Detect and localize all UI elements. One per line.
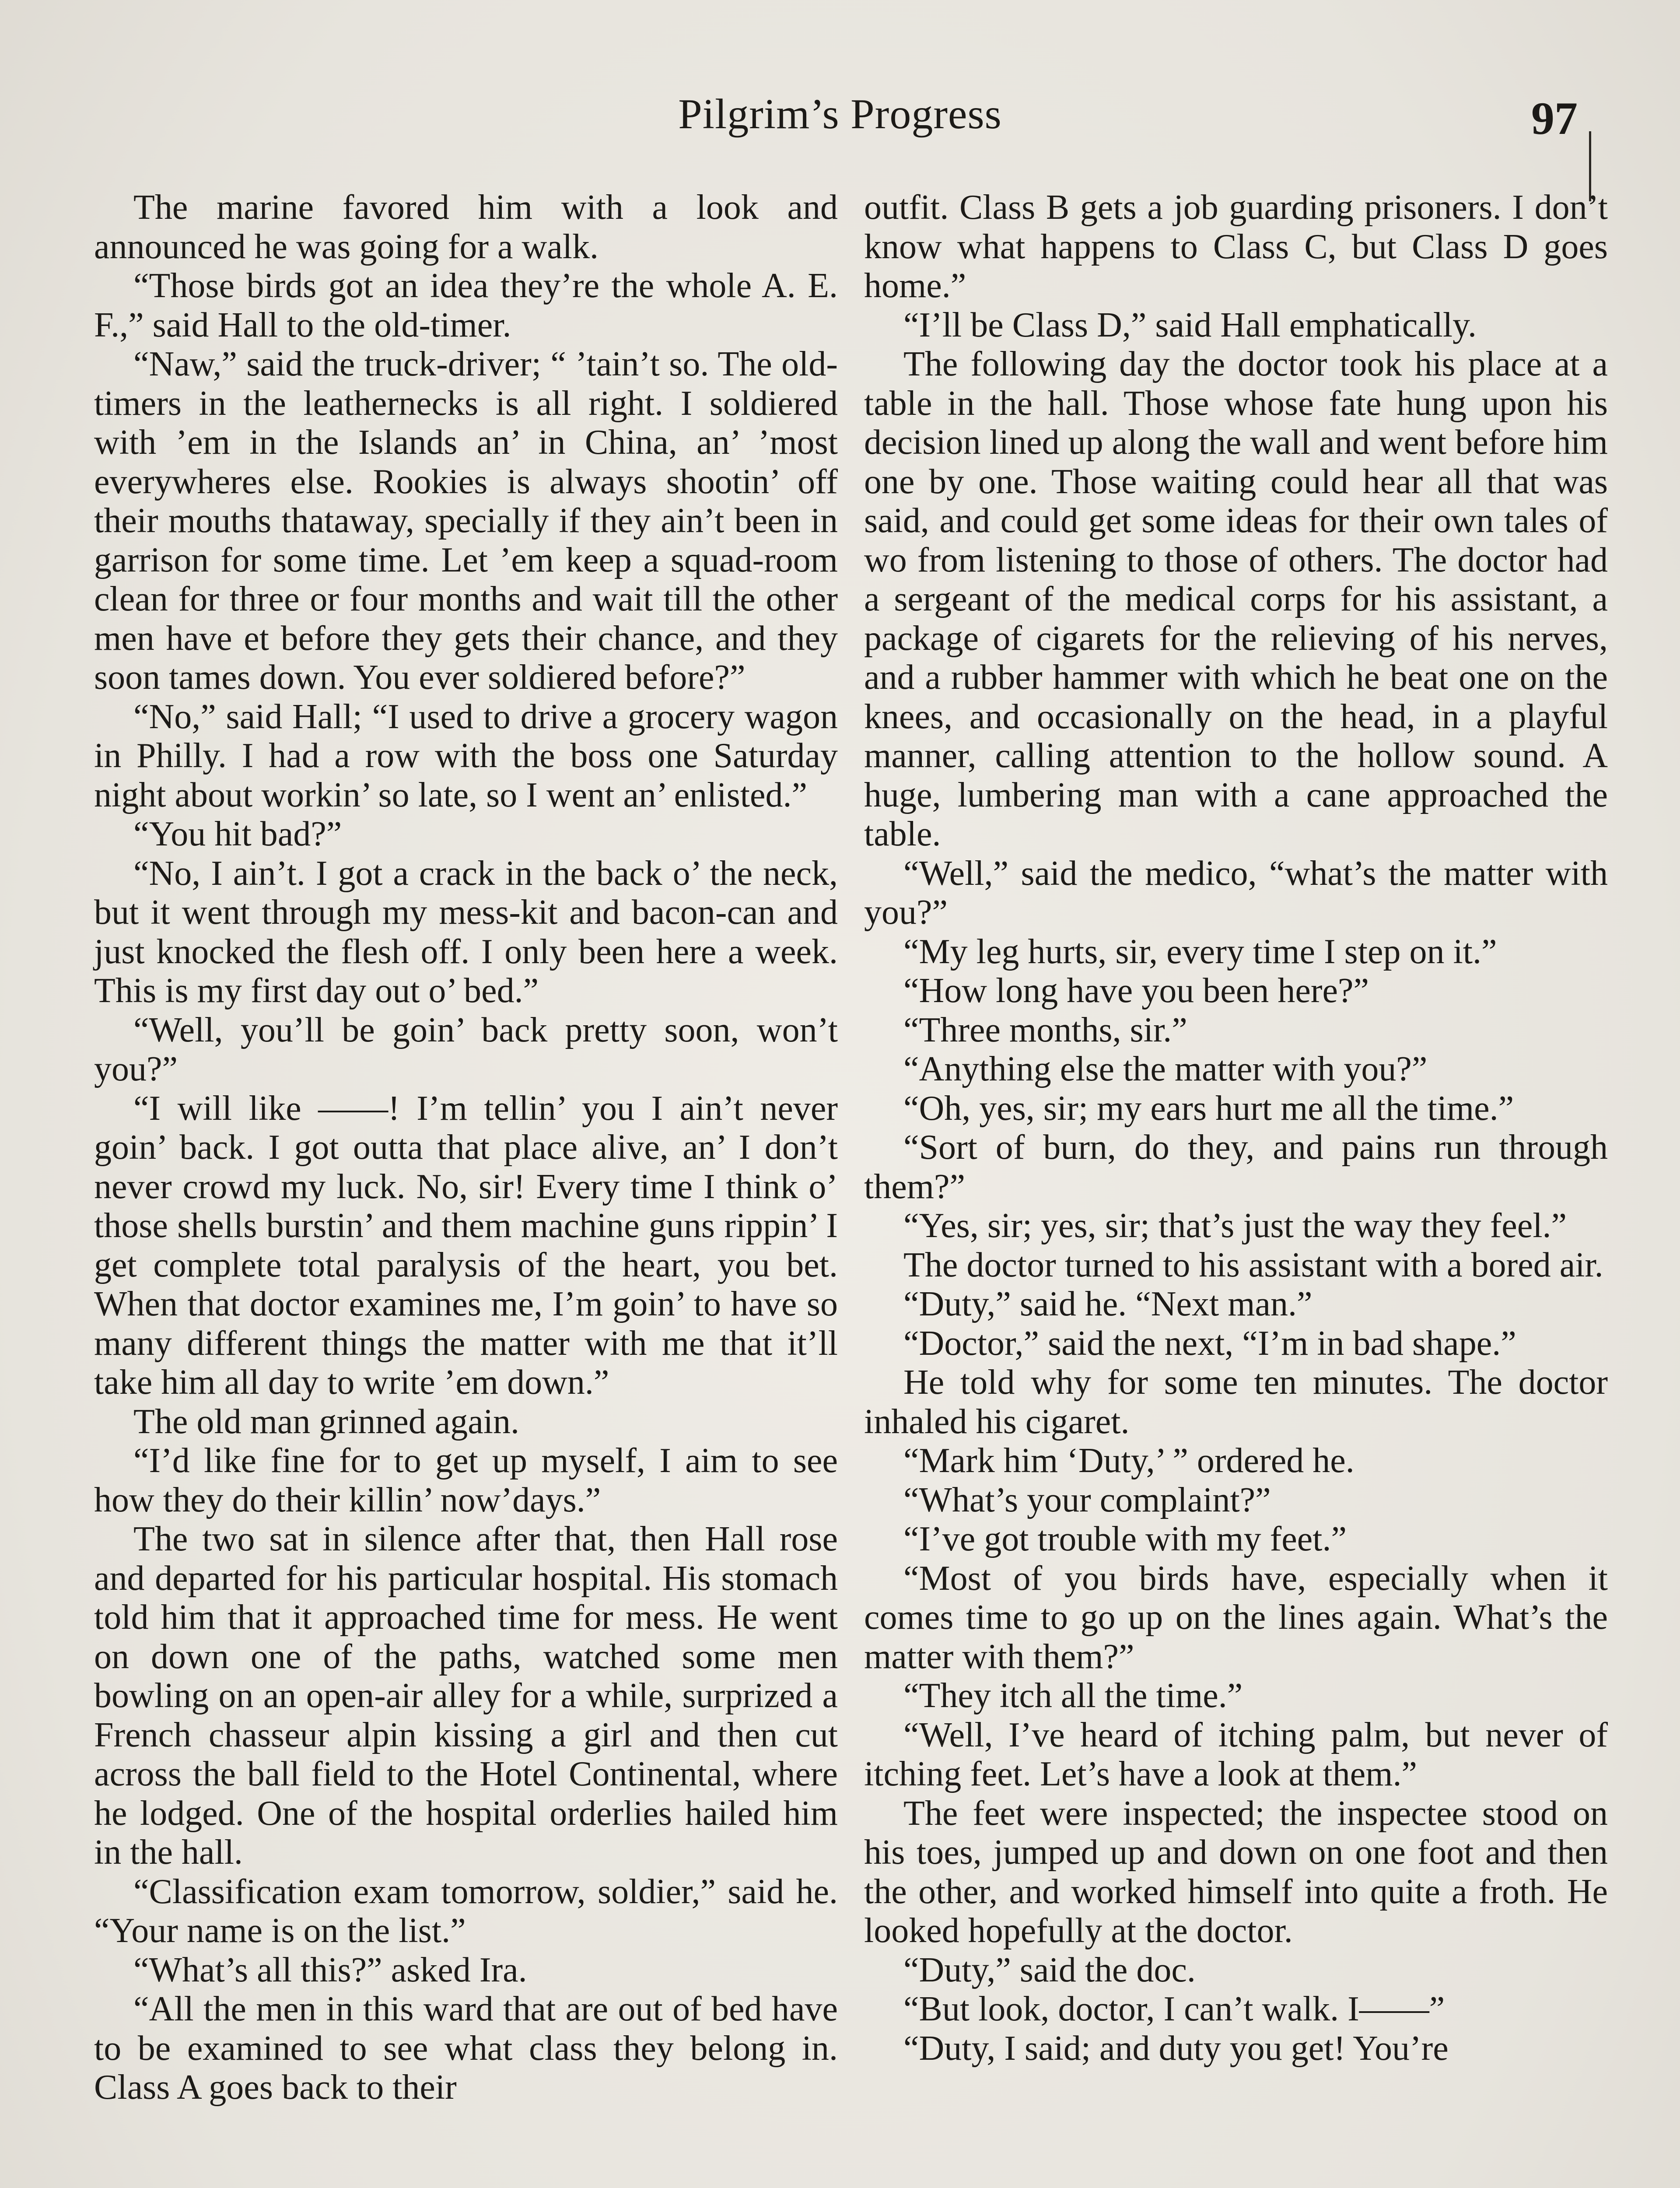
paragraph: “I will like ——! I’m tellin’ you I ain’t never goin’ back. I got outta that place alive, an’ I don’t never crowd my luck. No, sir! Every time I think o’ those shells burstin’ and them machine guns rippin’ I get complete total paralysis of the heart, you bet. When that doctor examines me, I’m goin’ to have so many different things the matter with me that it’ll take him all day to write ’em down.” bbox=[94, 1089, 838, 1402]
paragraph: “Most of you birds have, especially when it comes time to go up on the lines again. What’s the matter with them?” bbox=[864, 1559, 1608, 1676]
paragraph: He told why for some ten minutes. The doctor inhaled his cigaret. bbox=[864, 1363, 1608, 1441]
paragraph: “Mark him ‘Duty,’ ” ordered he. bbox=[903, 1441, 1354, 1480]
paragraph: “Those birds got an idea they’re the whole A. E. F.,” said Hall to the old-timer. bbox=[94, 266, 838, 344]
paragraph: “But look, doctor, I can’t walk. I——” bbox=[903, 1990, 1445, 2028]
paragraph: “Well, I’ve heard of itching palm, but never of itching feet. Let’s have a look at them.” bbox=[864, 1715, 1608, 1793]
paragraph: “I’d like fine for to get up myself, I aim to see how they do their killin’ now’days.” bbox=[94, 1441, 838, 1519]
paragraph: “Well, you’ll be goin’ back pretty soon, won’t you?” bbox=[94, 1010, 838, 1088]
paragraph: “Duty,” said the doc. bbox=[903, 1950, 1196, 1989]
paragraph: “How long have you been here?” bbox=[903, 971, 1369, 1010]
paragraph: The doctor turned to his assistant with a bored air. bbox=[903, 1245, 1603, 1284]
paragraph: “Classification exam tomorrow, soldier,” said he. “Your name is on the list.” bbox=[94, 1872, 838, 1950]
paragraph: “Naw,” said the truck-driver; “ ’tain’t so. The old-timers in the leathernecks is all right. I soldiered with ’em in the Islands an’ in China, an’ ’most everywheres else. Rookies is always shootin’ off their mouths thataway, specially if they ain’t been in garrison for some time. Let ’em keep a squad-room clean for three or four months and wait till the other men have et before they gets their chance, and they soon tames down. You ever soldiered before?” bbox=[94, 345, 838, 697]
right-text-column bbox=[864, 188, 1608, 2068]
paragraph: “Anything else the matter with you?” bbox=[903, 1050, 1428, 1088]
paragraph: “What’s your complaint?” bbox=[903, 1480, 1271, 1519]
paragraph: “They itch all the time.” bbox=[903, 1676, 1243, 1715]
paragraph: The marine favored him with a look and announced he was going for a walk. bbox=[94, 188, 838, 266]
paragraph: The following day the doctor took his place at a table in the hall. Those whose fate hung upon his decision lined up along the wall and went before him one by one. Those waiting could hear all that was said, and could get some ideas for their own tales of wo from listening to those of others. The doctor had a sergeant of the medical corps for his assistant, a package of cigarets for the relieving of his nerves, and a rubber hammer with which he beat one on the knees, and occasionally on the head, in a playful manner, calling attention to the hollow sound. A huge, lumbering man with a cane approached the table. bbox=[864, 345, 1608, 853]
paragraph: “No, I ain’t. I got a crack in the back o’ the neck, but it went through my mess-kit and bacon-can and just knocked the flesh off. I only been here a week. This is my first day out o’ bed.” bbox=[94, 854, 838, 1010]
paragraph: “You hit bad?” bbox=[133, 815, 342, 853]
paragraph: “Duty,” said he. “Next man.” bbox=[903, 1285, 1312, 1323]
paragraph: “What’s all this?” asked Ira. bbox=[133, 1950, 527, 1989]
paragraph: The feet were inspected; the inspectee stood on his toes, jumped up and down on one foot and then the other, and worked himself into quite a froth. He looked hopefully at the doctor. bbox=[864, 1794, 1608, 1950]
page-number: 97 bbox=[1531, 93, 1578, 144]
paragraph: “Well,” said the medico, “what’s the matter with you?” bbox=[864, 854, 1608, 932]
paragraph: “All the men in this ward that are out of bed have to be examined to see what class they belong in. Class A goes back to their bbox=[94, 1990, 838, 2107]
paragraph: “I’ll be Class D,” said Hall emphatically. bbox=[903, 305, 1477, 344]
running-title: Pilgrim’s Progress bbox=[678, 91, 1002, 138]
paragraph: The two sat in silence after that, then Hall rose and departed for his particular hospital. His stomach told him that it approached time for mess. He went on down one of the paths, watched some men bowling on an open-air alley for a while, surprized a French chasseur alpin kissing a girl and then cut across the ball field to the Hotel Continental, where he lodged. One of the hospital orderlies hailed him in the hall. bbox=[94, 1520, 838, 1872]
paragraph: “Duty, I said; and duty you get! You’re bbox=[903, 2029, 1449, 2068]
paragraph: “I’ve got trouble with my feet.” bbox=[903, 1520, 1347, 1558]
paragraph-continued: outfit. Class B gets a job guarding prisoners. I don’t know what happens to Class C, but Class D goes home.” bbox=[864, 188, 1608, 305]
paragraph: “Yes, sir; yes, sir; that’s just the way they feel.” bbox=[903, 1206, 1567, 1245]
left-text-column bbox=[94, 188, 838, 2107]
paragraph: The old man grinned again. bbox=[133, 1402, 519, 1441]
paragraph: “No,” said Hall; “I used to drive a grocery wagon in Philly. I had a row with the boss one Saturday night about workin’ so late, so I went an’ enlisted.” bbox=[94, 697, 838, 814]
paragraph: “Sort of burn, do they, and pains run through them?” bbox=[864, 1128, 1608, 1206]
paragraph: “Three months, sir.” bbox=[903, 1010, 1187, 1049]
paragraph: “My leg hurts, sir, every time I step on it.” bbox=[903, 932, 1497, 971]
paragraph: “Oh, yes, sir; my ears hurt me all the time.” bbox=[903, 1089, 1514, 1128]
paragraph: “Doctor,” said the next, “I’m in bad shape.” bbox=[903, 1324, 1516, 1363]
